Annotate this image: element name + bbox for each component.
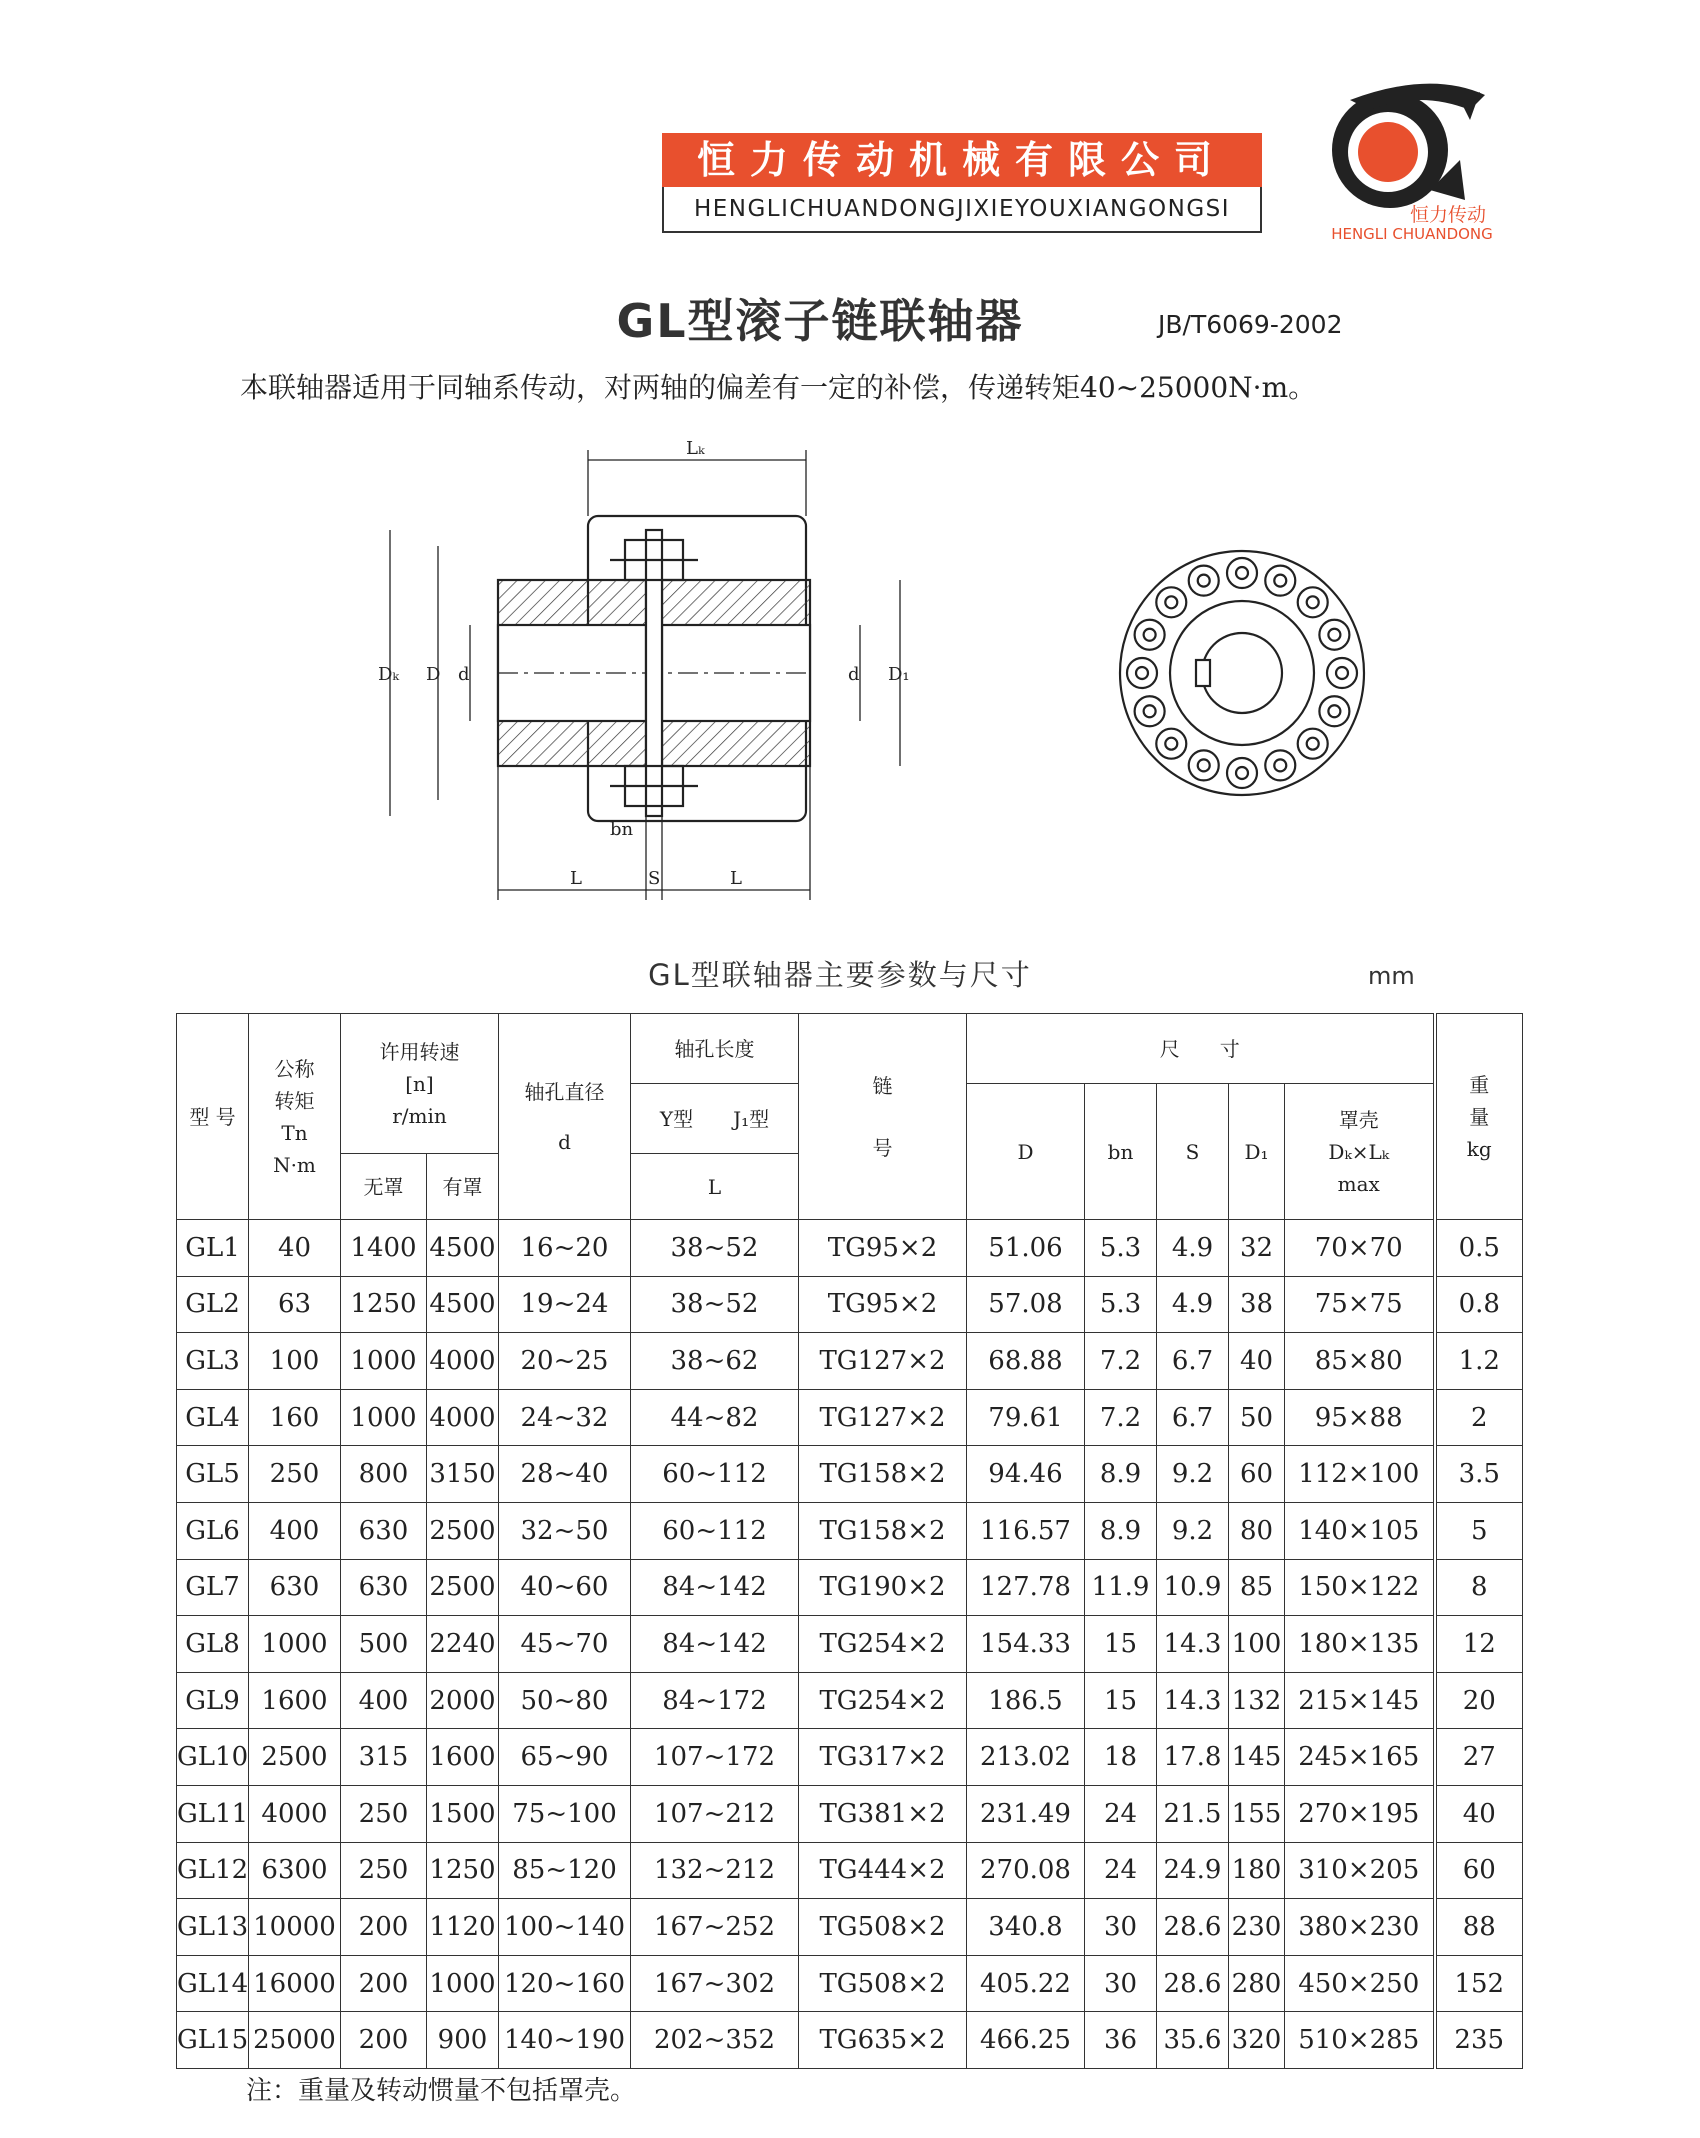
table-cell: GL10: [177, 1729, 249, 1786]
header-speed-with-cover: 有罩: [427, 1154, 499, 1220]
table-cell: 85×80: [1285, 1333, 1435, 1390]
table-row: [177, 1389, 1523, 1446]
table-cell: 19~24: [499, 1276, 631, 1333]
table-cell: 140×105: [1285, 1502, 1435, 1559]
table-cell: GL7: [177, 1559, 249, 1616]
table-cell: 4.9: [1157, 1276, 1229, 1333]
dim-bn: bn: [610, 819, 634, 840]
table-cell: 250: [249, 1446, 341, 1503]
table-cell: 215×145: [1285, 1672, 1435, 1729]
chain-roller-pin: [1165, 596, 1177, 608]
table-cell: 5.3: [1085, 1276, 1157, 1333]
table-cell: 63: [249, 1276, 341, 1333]
table-cell: 1000: [341, 1333, 427, 1390]
chain-roller-pin: [1136, 667, 1148, 679]
table-cell: 1500: [427, 1785, 499, 1842]
dim-l-right: L: [730, 868, 742, 889]
table-cell: 450×250: [1285, 1955, 1435, 2012]
table-cell: 7.2: [1085, 1333, 1157, 1390]
table-cell: 11.9: [1085, 1559, 1157, 1616]
table-cell: 100: [249, 1333, 341, 1390]
table-cell: 1.2: [1435, 1333, 1523, 1390]
table-cell: TG444×2: [799, 1842, 967, 1899]
table-cell: 1120: [427, 1899, 499, 1956]
header-model: 型 号: [177, 1014, 249, 1220]
table-cell: 2500: [427, 1502, 499, 1559]
table-cell: 10.9: [1157, 1559, 1229, 1616]
table-cell: 40~60: [499, 1559, 631, 1616]
dim-l-left: L: [570, 868, 582, 889]
chain-roller-pin: [1328, 629, 1340, 641]
chain-roller-pin: [1165, 738, 1177, 750]
logo-en-text: HENGLI CHUANDONG: [1331, 225, 1493, 243]
table-cell: 85~120: [499, 1842, 631, 1899]
table-cell: 28.6: [1157, 1899, 1229, 1956]
table-cell: 75×75: [1285, 1276, 1435, 1333]
header-torque: 公称 转矩 Tn N·m: [249, 1014, 341, 1220]
chain-roller-pin: [1236, 767, 1248, 779]
table-cell: GL6: [177, 1502, 249, 1559]
table-cell: 466.25: [967, 2012, 1085, 2069]
table-cell: 100~140: [499, 1899, 631, 1956]
table-cell: 1250: [341, 1276, 427, 1333]
chain-roller-pin: [1307, 596, 1319, 608]
table-cell: GL3: [177, 1333, 249, 1390]
table-cell: 145: [1229, 1729, 1285, 1786]
table-cell: 235: [1435, 2012, 1523, 2069]
table-cell: 10000: [249, 1899, 341, 1956]
table-cell: 95×88: [1285, 1389, 1435, 1446]
table-cell: GL1: [177, 1220, 249, 1277]
table-cell: 7.2: [1085, 1389, 1157, 1446]
coupling-drawing: [360, 440, 1380, 910]
table-cell: 12: [1435, 1616, 1523, 1673]
table-cell: 38~52: [631, 1220, 799, 1277]
table-cell: 4500: [427, 1220, 499, 1277]
table-cell: GL14: [177, 1955, 249, 2012]
table-cell: 202~352: [631, 2012, 799, 2069]
table-cell: 27: [1435, 1729, 1523, 1786]
table-cell: TG158×2: [799, 1446, 967, 1503]
table-cell: 230: [1229, 1899, 1285, 1956]
table-cell: 150×122: [1285, 1559, 1435, 1616]
table-row: [177, 1276, 1523, 1333]
header-speed: 许用转速 [n] r/min: [341, 1014, 499, 1154]
table-cell: 35.6: [1157, 2012, 1229, 2069]
table-cell: 8: [1435, 1559, 1523, 1616]
table-cell: 38~52: [631, 1276, 799, 1333]
table-cell: 0.8: [1435, 1276, 1523, 1333]
table-cell: GL5: [177, 1446, 249, 1503]
header-length-sym: L: [631, 1154, 799, 1220]
table-cell: 1600: [427, 1729, 499, 1786]
standard-code: JB/T6069-2002: [1158, 310, 1343, 339]
table-cell: 630: [249, 1559, 341, 1616]
table-row: [177, 1559, 1523, 1616]
table-cell: 9.2: [1157, 1446, 1229, 1503]
table-cell: 280: [1229, 1955, 1285, 2012]
table-cell: 155: [1229, 1785, 1285, 1842]
table-cell: 630: [341, 1502, 427, 1559]
table-cell: 800: [341, 1446, 427, 1503]
table-cell: 231.49: [967, 1785, 1085, 1842]
chain-roller-pin: [1274, 759, 1286, 771]
table-cell: 2500: [249, 1729, 341, 1786]
table-cell: 68.88: [967, 1333, 1085, 1390]
table-cell: 15: [1085, 1616, 1157, 1673]
table-cell: 132: [1229, 1672, 1285, 1729]
table-cell: 25000: [249, 2012, 341, 2069]
table-cell: 38: [1229, 1276, 1285, 1333]
table-cell: 38~62: [631, 1333, 799, 1390]
table-cell: 320: [1229, 2012, 1285, 2069]
table-cell: 30: [1085, 1955, 1157, 2012]
dim-d-outer: D: [426, 664, 441, 685]
dim-lk: Lₖ: [686, 440, 705, 459]
table-cell: 40: [1435, 1785, 1523, 1842]
table-cell: 14.3: [1157, 1616, 1229, 1673]
table-cell: 57.08: [967, 1276, 1085, 1333]
logo-cn-text: 恒力传动: [1409, 204, 1486, 226]
chain-roller-pin: [1307, 738, 1319, 750]
header-dims: 尺 寸: [967, 1014, 1435, 1084]
table-cell: 6.7: [1157, 1389, 1229, 1446]
table-cell: 4000: [427, 1333, 499, 1390]
table-cell: 17.8: [1157, 1729, 1229, 1786]
chain-roller-pin: [1236, 567, 1248, 579]
chain-roller-pin: [1198, 759, 1210, 771]
table-cell: 18: [1085, 1729, 1157, 1786]
table-cell: TG158×2: [799, 1502, 967, 1559]
table-cell: TG254×2: [799, 1672, 967, 1729]
table-row: [177, 2012, 1523, 2069]
table-row: [177, 1333, 1523, 1390]
header-length: 轴孔长度: [631, 1014, 799, 1084]
table-cell: 1600: [249, 1672, 341, 1729]
table-cell: 0.5: [1435, 1220, 1523, 1277]
table-cell: TG317×2: [799, 1729, 967, 1786]
table-cell: 200: [341, 1899, 427, 1956]
table-cell: 65~90: [499, 1729, 631, 1786]
table-row: [177, 1899, 1523, 1956]
table-cell: 315: [341, 1729, 427, 1786]
dim-d-right: d: [848, 664, 860, 685]
table-cell: 16000: [249, 1955, 341, 2012]
table-cell: GL4: [177, 1389, 249, 1446]
table-cell: 94.46: [967, 1446, 1085, 1503]
table-cell: 84~142: [631, 1559, 799, 1616]
table-cell: TG508×2: [799, 1955, 967, 2012]
table-cell: 85: [1229, 1559, 1285, 1616]
table-cell: 15: [1085, 1672, 1157, 1729]
table-cell: 167~302: [631, 1955, 799, 2012]
table-cell: 28~40: [499, 1446, 631, 1503]
table-cell: 127.78: [967, 1559, 1085, 1616]
table-cell: 132~212: [631, 1842, 799, 1899]
table-cell: GL2: [177, 1276, 249, 1333]
table-cell: 4000: [249, 1785, 341, 1842]
table-cell: GL9: [177, 1672, 249, 1729]
table-cell: TG127×2: [799, 1333, 967, 1390]
table-cell: 32~50: [499, 1502, 631, 1559]
table-cell: 21.5: [1157, 1785, 1229, 1842]
table-cell: 24: [1085, 1842, 1157, 1899]
table-cell: 75~100: [499, 1785, 631, 1842]
table-cell: 6300: [249, 1842, 341, 1899]
table-unit: mm: [1368, 962, 1415, 990]
table-cell: 510×285: [1285, 2012, 1435, 2069]
table-cell: 51.06: [967, 1220, 1085, 1277]
table-cell: 4000: [427, 1389, 499, 1446]
table-cell: 50~80: [499, 1672, 631, 1729]
table-cell: 3150: [427, 1446, 499, 1503]
table-row: [177, 1672, 1523, 1729]
table-cell: 107~212: [631, 1785, 799, 1842]
table-cell: 270.08: [967, 1842, 1085, 1899]
table-cell: 60~112: [631, 1502, 799, 1559]
table-cell: 1000: [249, 1616, 341, 1673]
table-cell: 630: [341, 1559, 427, 1616]
table-cell: 310×205: [1285, 1842, 1435, 1899]
table-cell: 8.9: [1085, 1502, 1157, 1559]
table-cell: 186.5: [967, 1672, 1085, 1729]
table-cell: 5: [1435, 1502, 1523, 1559]
company-name-cn: 恒力传动机械有限公司: [662, 133, 1262, 187]
table-cell: 405.22: [967, 1955, 1085, 2012]
table-cell: 16~20: [499, 1220, 631, 1277]
dim-d-left: d: [458, 664, 470, 685]
header-weight: 重 量 kg: [1435, 1014, 1523, 1220]
table-cell: 152: [1435, 1955, 1523, 2012]
table-cell: 45~70: [499, 1616, 631, 1673]
table-cell: 400: [249, 1502, 341, 1559]
table-cell: TG254×2: [799, 1616, 967, 1673]
table-cell: TG127×2: [799, 1389, 967, 1446]
table-cell: 24.9: [1157, 1842, 1229, 1899]
header-D1: D₁: [1229, 1084, 1285, 1220]
dim-s: S: [648, 868, 661, 889]
table-row: [177, 1220, 1523, 1277]
dim-dk: Dₖ: [378, 664, 399, 685]
dim-d1: D₁: [888, 664, 910, 685]
table-title: GL型联轴器主要参数与尺寸: [648, 958, 1032, 992]
header-speed-no-cover: 无罩: [341, 1154, 427, 1220]
page-title: GL型滚子链联轴器: [616, 294, 1024, 348]
table-cell: 20: [1435, 1672, 1523, 1729]
table-cell: 270×195: [1285, 1785, 1435, 1842]
table-cell: 250: [341, 1785, 427, 1842]
table-cell: 112×100: [1285, 1446, 1435, 1503]
table-cell: 107~172: [631, 1729, 799, 1786]
table-cell: 4500: [427, 1276, 499, 1333]
table-cell: TG95×2: [799, 1276, 967, 1333]
table-cell: 40: [249, 1220, 341, 1277]
table-cell: GL13: [177, 1899, 249, 1956]
table-cell: 154.33: [967, 1616, 1085, 1673]
table-cell: TG381×2: [799, 1785, 967, 1842]
table-cell: 167~252: [631, 1899, 799, 1956]
table-row: [177, 1446, 1523, 1503]
table-cell: 28.6: [1157, 1955, 1229, 2012]
table-cell: 84~142: [631, 1616, 799, 1673]
table-cell: TG635×2: [799, 2012, 967, 2069]
table-cell: 245×165: [1285, 1729, 1435, 1786]
table-cell: 88: [1435, 1899, 1523, 1956]
header-cover: 罩壳 Dₖ×Lₖ max: [1285, 1084, 1435, 1220]
table-cell: 1400: [341, 1220, 427, 1277]
table-cell: 400: [341, 1672, 427, 1729]
table-cell: 1000: [427, 1955, 499, 2012]
table-cell: 116.57: [967, 1502, 1085, 1559]
intro-text: 本联轴器适用于同轴系传动，对两轴的偏差有一定的补偿，传递转矩40~25000N·m。: [240, 371, 1317, 404]
table-cell: GL12: [177, 1842, 249, 1899]
chain-roller-pin: [1198, 575, 1210, 587]
table-cell: 36: [1085, 2012, 1157, 2069]
table-cell: 60~112: [631, 1446, 799, 1503]
table-cell: TG508×2: [799, 1899, 967, 1956]
table-cell: GL15: [177, 2012, 249, 2069]
chain-roller-pin: [1144, 705, 1156, 717]
header-bore: 轴孔直径 d: [499, 1014, 631, 1220]
table-cell: 180×135: [1285, 1616, 1435, 1673]
table-cell: 1250: [427, 1842, 499, 1899]
header-D: D: [967, 1084, 1085, 1220]
table-cell: 24: [1085, 1785, 1157, 1842]
table-row: [177, 1842, 1523, 1899]
table-cell: 100: [1229, 1616, 1285, 1673]
table-cell: 40: [1229, 1333, 1285, 1390]
table-cell: 79.61: [967, 1389, 1085, 1446]
table-cell: 1000: [341, 1389, 427, 1446]
header-bn: bn: [1085, 1084, 1157, 1220]
table-cell: 20~25: [499, 1333, 631, 1390]
table-cell: 160: [249, 1389, 341, 1446]
table-cell: 200: [341, 1955, 427, 2012]
table-cell: 2000: [427, 1672, 499, 1729]
table-cell: 30: [1085, 1899, 1157, 1956]
header-chain: 链 号: [799, 1014, 967, 1220]
table-cell: TG190×2: [799, 1559, 967, 1616]
table-cell: 14.3: [1157, 1672, 1229, 1729]
table-row: [177, 1785, 1523, 1842]
table-cell: GL11: [177, 1785, 249, 1842]
chain-roller-pin: [1336, 667, 1348, 679]
table-cell: 4.9: [1157, 1220, 1229, 1277]
header-length-types: Y型 J₁型: [631, 1084, 799, 1154]
chain-roller-pin: [1144, 629, 1156, 641]
table-cell: 5.3: [1085, 1220, 1157, 1277]
table-cell: 200: [341, 2012, 427, 2069]
table-cell: 9.2: [1157, 1502, 1229, 1559]
table-cell: TG95×2: [799, 1220, 967, 1277]
table-row: [177, 1616, 1523, 1673]
table-cell: 213.02: [967, 1729, 1085, 1786]
table-cell: 80: [1229, 1502, 1285, 1559]
table-cell: 24~32: [499, 1389, 631, 1446]
table-cell: 120~160: [499, 1955, 631, 2012]
table-cell: 340.8: [967, 1899, 1085, 1956]
table-row: [177, 1955, 1523, 2012]
table-cell: 2: [1435, 1389, 1523, 1446]
table-cell: 900: [427, 2012, 499, 2069]
table-cell: 2240: [427, 1616, 499, 1673]
chain-roller-pin: [1274, 575, 1286, 587]
table-cell: 6.7: [1157, 1333, 1229, 1390]
table-row: [177, 1729, 1523, 1786]
table-cell: 3.5: [1435, 1446, 1523, 1503]
header-S: S: [1157, 1084, 1229, 1220]
table-cell: 32: [1229, 1220, 1285, 1277]
table-cell: 500: [341, 1616, 427, 1673]
chain-roller-pin: [1328, 705, 1340, 717]
table-cell: GL8: [177, 1616, 249, 1673]
table-cell: 8.9: [1085, 1446, 1157, 1503]
table-row: [177, 1502, 1523, 1559]
table-cell: 2500: [427, 1559, 499, 1616]
table-cell: 70×70: [1285, 1220, 1435, 1277]
table-cell: 44~82: [631, 1389, 799, 1446]
spec-table: [176, 1013, 1523, 2069]
table-cell: 180: [1229, 1842, 1285, 1899]
table-cell: 140~190: [499, 2012, 631, 2069]
company-name-pinyin: HENGLICHUANDONGJIXIEYOUXIANGONGSI: [662, 187, 1262, 233]
table-cell: 250: [341, 1842, 427, 1899]
footnote: 注：重量及转动惯量不包括罩壳。: [246, 2076, 637, 2106]
table-cell: 60: [1435, 1842, 1523, 1899]
table-cell: 84~172: [631, 1672, 799, 1729]
table-cell: 60: [1229, 1446, 1285, 1503]
table-cell: 50: [1229, 1389, 1285, 1446]
table-cell: 380×230: [1285, 1899, 1435, 1956]
